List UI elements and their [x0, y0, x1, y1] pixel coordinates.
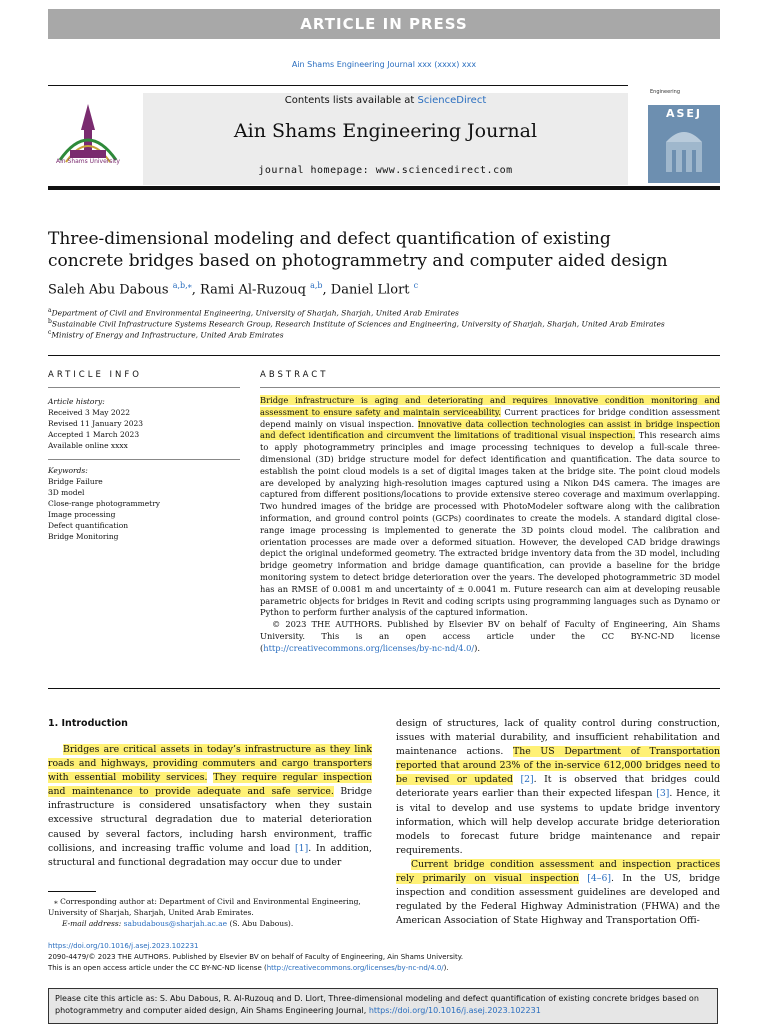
- cover-label: Engineering: [648, 87, 720, 105]
- affiliation-mark: c: [48, 329, 52, 336]
- author-name[interactable]: Saleh Abu Dabous: [48, 282, 169, 298]
- contents-line: [143, 95, 628, 106]
- journal-reference-link[interactable]: Ain Shams Engineering Journal xxx (xxxx) xxx: [291, 60, 477, 69]
- license-link[interactable]: http://creativecommons.org/licenses/by-nc-nd/4.0/: [263, 642, 475, 653]
- affiliation-text: Ministry of Energy and Infrastructure, United Arab Emirates: [51, 330, 284, 340]
- highlighted-text: Current bridge condition assessment and inspection practices rely primarily on visual inspection: [396, 858, 720, 885]
- highlighted-text: Bridge infrastructure is aging and deteriorating and requires innovative condition monitoring and assessment to ensure safety and maintain serviceability.: [260, 395, 720, 417]
- body-text: . Hence, it is vital to develop and use systems to update bridge inventory information, which will help develop accurate bridge deterioration models to forecast future bridge maintenance and repair requirements.: [396, 788, 720, 856]
- email-suffix: (S. Abu Dabous).: [227, 919, 294, 928]
- article-in-press-banner: ARTICLE IN PRESS: [48, 9, 720, 39]
- abstract-text: Current practices for bridge condition assessment depend mainly on visual inspection.: [260, 406, 721, 429]
- history-item: Accepted 1 March 2023: [48, 430, 140, 439]
- abstract-body: [260, 395, 720, 655]
- license-prefix: This is an open access article under the CC BY-NC-ND license (: [48, 964, 267, 972]
- copyright-line: 2090-4479/© 2023 THE AUTHORS. Published by Elsevier BV on behalf of Faculty of Engineering, Ain Shams University.: [48, 953, 464, 961]
- history-item: Revised 11 January 2023: [48, 419, 144, 428]
- title-line-1: Three-dimensional modeling and defect quantification of existing: [48, 229, 611, 249]
- logo-caption: Ain Shams University: [56, 158, 120, 165]
- author-name[interactable]: Rami Al-Ruzouq: [199, 282, 306, 298]
- citation-link[interactable]: [3]: [656, 788, 670, 800]
- body-text: Bridge infrastructure is considered unsatisfactory when they sustain excessive structural degradation due to material deterioration caused by several factors, including harsh environment, traffic collisions, and increasing traffic volume and load: [48, 786, 372, 854]
- highlighted-text: They require regular inspection and maintenance to provide adequate and safe service.: [48, 772, 372, 798]
- author-affiliation-marks[interactable]: a,b: [310, 281, 323, 290]
- keywords: [48, 465, 248, 542]
- keyword: Bridge Failure: [48, 477, 103, 486]
- journal-homepage[interactable]: journal homepage: www.sciencedirect.com: [258, 165, 513, 176]
- contents-prefix: Contents lists available at: [284, 95, 418, 106]
- abstract-bottom-rule: [48, 688, 720, 689]
- citation-link[interactable]: [2]: [520, 774, 534, 786]
- article-history: [48, 396, 248, 451]
- info-divider: [48, 387, 240, 388]
- affiliation-text: Sustainable Civil Infrastructure Systems Research Group, Research Institute of Sciences and Engineering, University of Sharjah, Sharjah, United Arab Emirates: [51, 319, 665, 329]
- cover-acronym: ASEJ: [665, 107, 703, 120]
- citation-doi-link[interactable]: https://doi.org/10.1016/j.asej.2023.102231: [368, 1006, 541, 1015]
- doi-link[interactable]: https://doi.org/10.1016/j.asej.2023.102231: [48, 942, 199, 950]
- affiliation-mark: b: [48, 318, 52, 325]
- sciencedirect-link[interactable]: ScienceDirect: [417, 95, 487, 106]
- license-text-end: ).: [474, 642, 481, 653]
- highlighted-text: Bridges are critical assets in today’s infrastructure as they link roads and highways, providing commuters and cargo transporters with essential mobility services.: [48, 744, 372, 784]
- body-text: [513, 774, 521, 785]
- intro-right-column: [396, 717, 720, 928]
- footnote-rule: [48, 891, 96, 892]
- history-label: Article history:: [48, 397, 105, 406]
- keyword: Defect quantification: [48, 521, 129, 530]
- article-title: [48, 228, 708, 272]
- history-item: Available online xxxx: [48, 441, 128, 450]
- citation-link[interactable]: [4–6]: [587, 873, 611, 885]
- email-note: [62, 918, 382, 929]
- keyword: Bridge Monitoring: [48, 532, 119, 541]
- journal-cover: [648, 87, 720, 183]
- highlighted-text: The US Department of Transportation reported that around 23% of the in-service 612,000 bridges need to be revised or updated: [396, 746, 720, 786]
- article-info-heading: ARTICLE INFO: [48, 370, 142, 380]
- abstract-divider: [260, 387, 720, 388]
- affiliation-mark: a: [48, 307, 52, 314]
- body-text: design of structures, lack of quality control during construction, issues with material durability, and insufficient rehabilitation and maintenance actions.: [396, 718, 720, 758]
- email-link[interactable]: sabudabous@sharjah.ac.ae: [123, 919, 228, 928]
- author-affiliation-marks[interactable]: c: [413, 281, 419, 290]
- abstract-text: This research aims to apply photogrammetry principles and image processing techniques to develop a full-scale three-dimensional (3D) bridge structure model for defect identification and quantification. The data source to establish the point cloud models is a set of digital images taken at the bridge site. The point cloud models are developed by analyzing high-resolution images captured using a Nikon D4S camera. The images are captured from different positions/locations to provide extensive stereo coverage and maximum overlapping. Two hundred images of the bridge are processed with PhotoModeler software along with the calibration information, and ground control points (GCPs) coordinates to create the models. A standard digital close-range image processing is implemented to generate the 3D points cloud model. The calibration and orientation processes are made over a deformed situation. However, the developed CAD bridge drawings depict the original undeformed geometry. The extracted bridge inventory data from the 3D model, including bridge geometry information and bridge damage quantification, can provide a baseline for the bridge monitoring system to detect bridge deterioration over the years. The developed photogrammetric 3D model has an RMSE of 0.0081 m and uncertainty of ± 0.0041 m. Future research can aim at developing reusable parametric objects for bridges in Revit and coding scripts using programming languages such as Dynamo or Python to perform further analysis of the captured information.: [260, 430, 720, 618]
- journal-name: Ain Shams Engineering Journal: [233, 120, 538, 142]
- affiliation: [48, 329, 720, 340]
- email-label: E-mail address:: [62, 919, 124, 928]
- intro-left-column: [48, 743, 372, 870]
- history-item: Received 3 May 2022: [48, 408, 130, 417]
- body-text: . It is observed that bridges could deteriorate years earlier than their expected lifespan: [396, 774, 720, 800]
- keyword: Image processing: [48, 510, 116, 519]
- corresponding-author-note: ⁎ Corresponding author at: Department of Civil and Environmental Engineering, University of Sharjah, Sharjah, United Arab Emirates.: [48, 897, 361, 917]
- citation-link[interactable]: [1]: [295, 842, 309, 854]
- body-text: . In the US, bridge inspection and condition assessment guidelines are developed and regulated by the Federal Highway Administration (FHWA) and the American Association of State Highway and Transportation Offi-: [396, 873, 720, 927]
- header-top-rule: [48, 85, 628, 86]
- affiliation: [48, 307, 720, 318]
- keyword: Close-range photogrammetry: [48, 499, 161, 508]
- license-link[interactable]: http://creativecommons.org/licenses/by-nc-nd/4.0/: [266, 964, 444, 972]
- title-line-2: concrete bridges based on photogrammetry and computer aided design: [48, 251, 668, 271]
- body-text: . In addition, structural and functional degradation may occur due to under: [48, 842, 372, 868]
- keyword: 3D model: [48, 488, 85, 497]
- abstract-heading: ABSTRACT: [260, 370, 329, 380]
- citation-box: [48, 988, 718, 1024]
- intro-heading: 1. Introduction: [48, 718, 128, 729]
- highlighted-text: Innovative data collection technologies can assist in bridge inspection and defect identification and circumvent the limitations of traditional visual inspection.: [260, 418, 721, 441]
- license-text: © 2023 THE AUTHORS. Published by Elsevier BV on behalf of Faculty of Engineering, Ain Shams University. This is an open access article under the CC BY-NC-ND license (: [260, 619, 720, 653]
- cover-building-icon: [648, 120, 720, 180]
- author-affiliation-marks[interactable]: a,b,⁎: [172, 281, 192, 290]
- affiliation-text: Department of Civil and Environmental Engineering, University of Sharjah, Sharjah, United Arab Emirates: [51, 308, 459, 318]
- affiliation: [48, 318, 720, 329]
- info-divider: [48, 459, 240, 460]
- keywords-label: Keywords:: [48, 466, 88, 475]
- license-suffix: ).: [443, 964, 449, 972]
- info-top-rule: [48, 355, 720, 356]
- body-text: [579, 873, 587, 884]
- author-name[interactable]: Daniel Llort: [330, 282, 410, 298]
- doi-block: [48, 941, 720, 974]
- author-list: Saleh Abu Dabous $^{a,b,⁎}$, Rami Al-Ruzouq $^{a,b}$, Daniel Llort $^c$: [48, 281, 419, 298]
- header-bottom-rule: [48, 186, 720, 190]
- citation-text: Please cite this article as: S. Abu Dabous, R. Al-Ruzouq and D. Llort, Three-dimensional modeling and defect quantification of existing concrete bridges based on photogrammetry and computer aided design, Ain Shams Engineering Journal,: [55, 994, 699, 1015]
